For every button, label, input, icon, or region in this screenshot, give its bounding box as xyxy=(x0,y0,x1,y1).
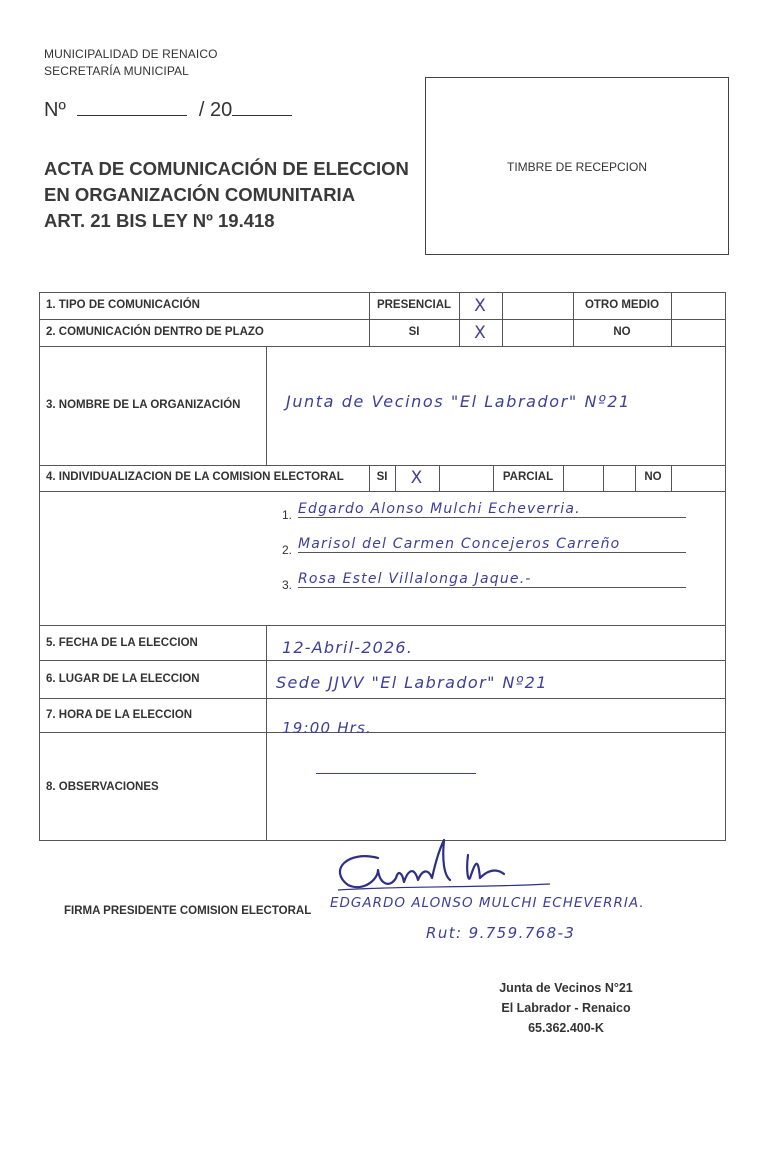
department-name: SECRETARÍA MUNICIPAL xyxy=(44,64,189,78)
signature-label: FIRMA PRESIDENTE COMISION ELECTORAL xyxy=(64,905,312,917)
seal-line-2: El Labrador - Renaico xyxy=(501,1001,631,1015)
row-within-deadline-label: 2. COMUNICACIÓN DENTRO DE PLAZO xyxy=(46,326,264,338)
signer-rut: Rut: 9.759.768-3 xyxy=(426,924,576,942)
row-electoral-commission-label: 4. INDIVIDUALIZACION DE LA COMISION ELECTORAL xyxy=(46,471,344,483)
title-line-2: EN ORGANIZACIÓN COMUNITARIA xyxy=(44,184,356,205)
option-presencial-label: PRESENCIAL xyxy=(376,299,452,311)
commission-si-mark: X xyxy=(410,468,424,488)
seal-line-1: Junta de Vecinos N°21 xyxy=(499,981,633,995)
option-no-label: NO xyxy=(613,326,631,338)
option-si-mark: X xyxy=(474,323,487,343)
organization-seal xyxy=(450,978,682,1038)
commission-si-label: SI xyxy=(376,471,388,483)
year-prefix: / 20 xyxy=(198,99,233,121)
member-1-name: Edgardo Alonso Mulchi Echeverria. xyxy=(298,501,686,518)
signer-name: EDGARDO ALONSO MULCHI ECHEVERRIA. xyxy=(330,895,645,911)
row-observations-label: 8. OBSERVACIONES xyxy=(46,781,159,793)
title-line-1: ACTA DE COMUNICACIÓN DE ELECCION xyxy=(44,158,409,179)
row-communication-type-label: 1. TIPO DE COMUNICACIÓN xyxy=(46,299,200,311)
row-election-date-label: 5. FECHA DE LA ELECCION xyxy=(46,637,198,649)
row-election-place-label: 6. LUGAR DE LA ELECCION xyxy=(46,673,200,685)
election-time-value: 19:00 Hrs. xyxy=(282,719,373,737)
option-si-label: SI xyxy=(408,326,420,338)
title-line-3: ART. 21 BIS LEY Nº 19.418 xyxy=(44,210,275,231)
election-date-value: 12-Abril-2026. xyxy=(282,638,414,657)
row-election-time-label: 7. HORA DE LA ELECCION xyxy=(46,709,193,721)
seal-line-3: 65.362.400-K xyxy=(528,1021,604,1035)
member-2-number: 2. xyxy=(282,543,293,557)
election-place-value: Sede JJVV "El Labrador" Nº21 xyxy=(276,673,548,692)
observations-dash xyxy=(316,773,476,774)
signature-scribble xyxy=(318,830,558,900)
option-presencial-mark: X xyxy=(474,296,487,316)
member-1-number: 1. xyxy=(282,508,293,522)
municipality-name: MUNICIPALIDAD DE RENAICO xyxy=(44,47,218,61)
commission-parcial-label: PARCIAL xyxy=(502,471,554,483)
commission-no-label: NO xyxy=(644,471,662,483)
row-organization-name-label: 3. NOMBRE DE LA ORGANIZACIÓN xyxy=(46,399,241,411)
organization-name-value: Junta de Vecinos "El Labrador" Nº21 xyxy=(286,392,631,411)
option-otro-medio-label: OTRO MEDIO xyxy=(584,299,660,311)
number-prefix: Nº xyxy=(44,99,66,121)
reception-stamp-label: TIMBRE DE RECEPCION xyxy=(506,160,647,174)
member-3-number: 3. xyxy=(282,578,293,592)
member-2-name: Marisol del Carmen Concejeros Carreño xyxy=(298,536,686,553)
member-3-name: Rosa Estel Villalonga Jaque.- xyxy=(298,571,686,588)
